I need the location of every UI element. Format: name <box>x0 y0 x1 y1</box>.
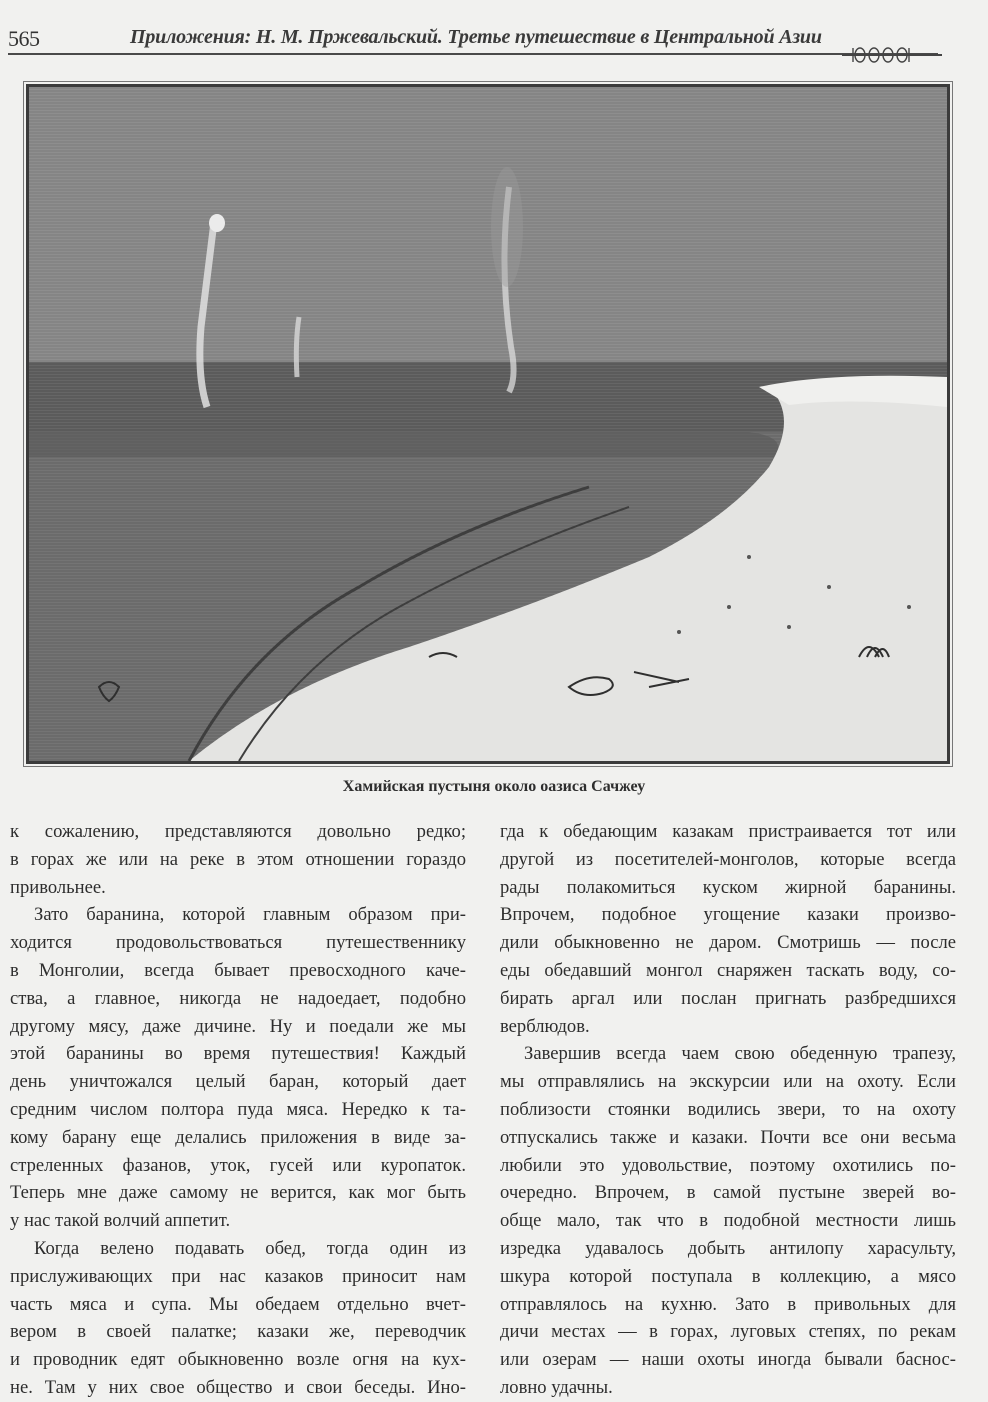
text-line: дили обыкновенно не даром. Смотришь — после <box>500 932 956 954</box>
illustration-frame <box>26 84 950 764</box>
page-header <box>0 22 988 62</box>
text-line: вером в своей палатке; казаки же, переводчик <box>10 1321 466 1343</box>
text-line: в Монголии, всегда бывает превосходного каче- <box>10 959 466 981</box>
text-line: изредка удавалось добыть антилопу харасульту, <box>500 1237 956 1259</box>
text-line: отпускались также и казаки. Почти все они весьма <box>500 1126 956 1148</box>
text-line: бирать аргал или послан пригнать разбредшихся <box>500 987 956 1009</box>
text-line: рады полакомиться куском жирной баранины. <box>500 876 956 898</box>
text-line: этой баранины во время путешествия! Каждый <box>10 1043 466 1065</box>
text-line: Когда велено подавать обед, тогда один из <box>34 1237 466 1259</box>
text-line: прислуживающих при нас казаков приносит нам <box>10 1265 466 1287</box>
header-rule <box>8 53 938 55</box>
text-line: и проводник едят обыкновенно возле огня на кух- <box>10 1349 466 1371</box>
text-line: верблюдов. <box>500 1015 590 1037</box>
text-line: очередно. Впрочем, в самой пустыне зверей во- <box>500 1182 956 1204</box>
text-line: любили это удовольствие, поэтому охотились по- <box>500 1154 956 1176</box>
text-line: не. Там у них свое общество и свои беседы. Ино- <box>10 1376 466 1398</box>
text-column-right <box>500 818 956 1402</box>
text-line: шкура которой поступала в коллекцию, а мясо <box>500 1265 956 1287</box>
text-line: Впрочем, подобное угощение казаки произво- <box>500 904 956 926</box>
text-line: Завершив всегда чаем свою обеденную трапезу, <box>524 1043 956 1065</box>
text-line: Теперь мне даже самому не верится, как мог быть <box>10 1182 466 1204</box>
text-line: часть мяса и супа. Мы обедаем отдельно вчет- <box>10 1293 466 1315</box>
text-line: в горах же или на реке в этом отношении гораздо <box>10 848 466 870</box>
text-line: ловно удачны. <box>500 1376 613 1398</box>
text-line: мы отправлялись на экскурсии или на охоту. Если <box>500 1071 956 1093</box>
text-line: обще мало, так что в подобной местности лишь <box>500 1210 956 1232</box>
text-line: другому мясу, даже дичине. Ну и поедали же мы <box>10 1015 466 1037</box>
text-line: ходится продовольствоваться путешественнику <box>10 932 466 954</box>
decorative-ornament-icon <box>842 44 942 66</box>
text-line: кому барану еще делались приложения в виде за- <box>10 1126 466 1148</box>
paragraph <box>10 818 466 901</box>
desert-engraving <box>29 87 947 761</box>
figure-caption: Хамийская пустыня около оазиса Сачжеу <box>342 778 646 795</box>
text-line: ства, а главное, никогда не надоедает, подобно <box>10 987 466 1009</box>
text-line: стреленных фазанов, уток, гусей или куропаток. <box>10 1154 466 1176</box>
text-line: дичи местах — в горах, луговых степях, по рекам <box>500 1321 956 1343</box>
running-title: Приложения: Н. М. Пржевальский. Третье путешествие в Центральной Азии <box>130 26 822 48</box>
text-column-left <box>10 818 466 1402</box>
paragraph <box>10 901 466 1235</box>
text-line: поблизости стоянки водились звери, то на охоту <box>500 1098 956 1120</box>
paragraph <box>500 1040 956 1401</box>
paragraph <box>10 1235 466 1402</box>
paragraph <box>500 818 956 1040</box>
text-line: или озерам — наши охоты иногда бывали баснос- <box>500 1349 956 1371</box>
page-number: 565 <box>8 26 40 51</box>
text-line: Зато баранина, которой главным образом при- <box>34 904 466 926</box>
text-line: день уничтожался целый баран, который дает <box>10 1071 466 1093</box>
text-line: у нас такой волчий аппетит. <box>10 1210 231 1232</box>
text-line: отправлялось на кухню. Зато в привольных для <box>500 1293 956 1315</box>
text-line: средним числом полтора пуда мяса. Нередко к та- <box>10 1098 466 1120</box>
text-line: к сожалению, представляются довольно редко; <box>10 821 466 842</box>
text-line: привольнее. <box>10 876 106 898</box>
text-line: гда к обедающим казакам пристраивается тот или <box>500 821 956 842</box>
text-line: другой из посетителей-монголов, которые всегда <box>500 848 956 870</box>
text-line: еды обедавший монгол снаряжен таскать воду, со- <box>500 959 956 981</box>
